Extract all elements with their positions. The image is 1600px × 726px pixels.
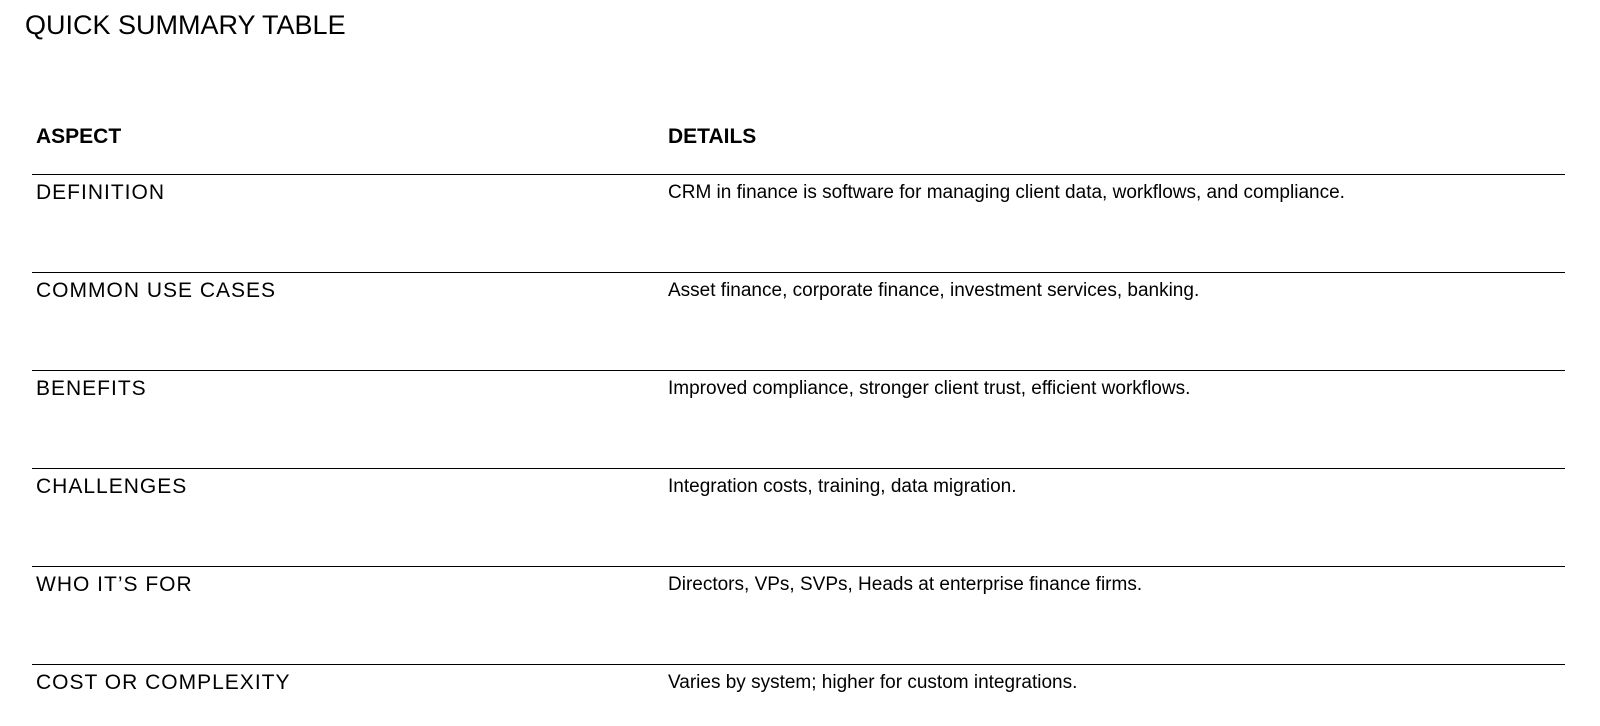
column-header-aspect: ASPECT xyxy=(36,125,122,148)
row-aspect-cell: BENEFITS xyxy=(36,377,147,400)
row-aspect-cell: WHO IT’S FOR xyxy=(36,573,193,596)
table-row xyxy=(32,665,1565,725)
table-row xyxy=(32,469,1565,567)
row-aspect-cell: CHALLENGES xyxy=(36,475,188,498)
table-header xyxy=(32,118,1565,175)
summary-table xyxy=(32,118,1565,725)
page-title: QUICK SUMMARY TABLE xyxy=(25,10,346,40)
column-header-details: DETAILS xyxy=(668,125,757,148)
row-details-cell: Varies by system; higher for custom integrations. xyxy=(668,672,1078,693)
row-details-cell: Asset finance, corporate finance, investment services, banking. xyxy=(668,280,1200,301)
table-row xyxy=(32,273,1565,371)
table-row xyxy=(32,371,1565,469)
table-row xyxy=(32,567,1565,665)
row-details-cell: Integration costs, training, data migration. xyxy=(668,476,1017,497)
row-details-cell: Directors, VPs, SVPs, Heads at enterprise finance firms. xyxy=(668,574,1143,595)
row-details-cell: Improved compliance, stronger client trust, efficient workflows. xyxy=(668,378,1191,399)
row-aspect-cell: COMMON USE CASES xyxy=(36,279,277,302)
table-row xyxy=(32,175,1565,273)
row-aspect-cell: DEFINITION xyxy=(36,181,165,204)
row-details-cell: CRM in finance is software for managing client data, workflows, and compliance. xyxy=(668,182,1345,203)
row-aspect-cell: COST OR COMPLEXITY xyxy=(36,671,291,694)
